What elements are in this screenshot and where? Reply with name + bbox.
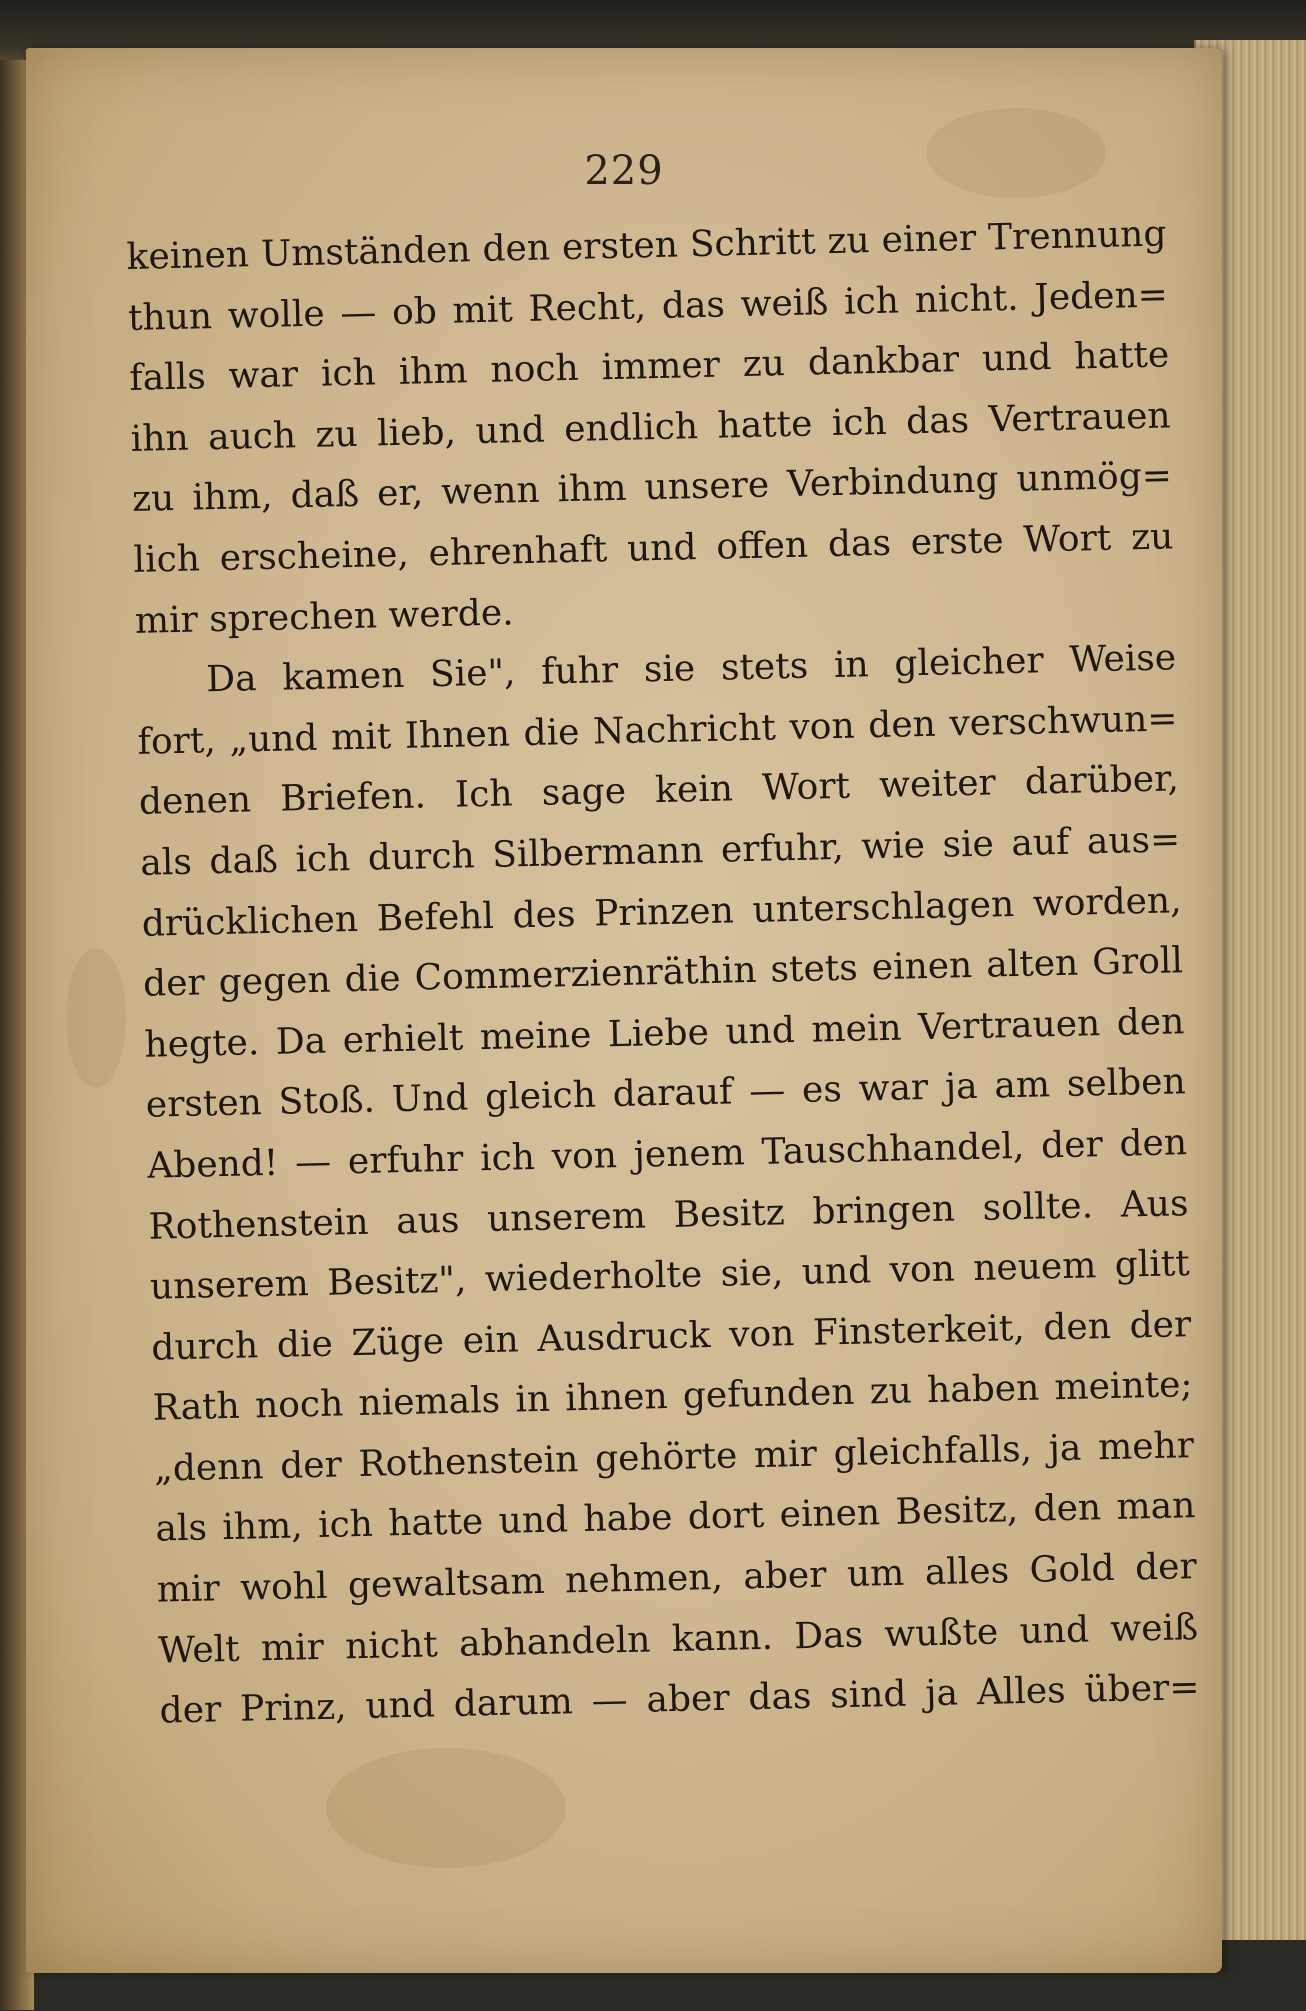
text-line: fort, „und mit Ihnen die Nachricht von den verschwun=: [137, 698, 1178, 763]
text-line: der Prinz, und darum — aber das sind ja Alles über=: [159, 1667, 1200, 1732]
text-line: mir wohl gewaltsam nehmen, aber um alles Gold der: [156, 1546, 1198, 1611]
text-line: hegte. Da erhielt meine Liebe und mein Vertrauen den: [144, 1000, 1185, 1066]
text-line: Abend! — erfuhr ich von jenem Tauschhandel, der den: [146, 1122, 1188, 1187]
text-line: Rothenstein aus unserem Besitz bringen sollte. Aus: [148, 1182, 1189, 1248]
text-line: Da kamen Sie", fuhr sie stets in gleicher Weise: [205, 637, 1177, 701]
text-line: denen Briefen. Ich sage kein Wort weiter darüber,: [138, 758, 1180, 824]
book-page: [26, 48, 1222, 1973]
page-number: 229: [584, 148, 664, 194]
text-line: mir sprechen werde.: [134, 591, 515, 642]
text-line: keinen Umständen den ersten Schritt zu einer Trennung: [126, 213, 1167, 278]
text-line: lich erscheine, ehrenhaft und offen das erste Wort zu: [133, 516, 1174, 581]
text-line: zu ihm, daß er, wenn ihm unsere Verbindung unmög=: [131, 455, 1173, 521]
text-line: „denn der Rothenstein gehörte mir gleichfalls, ja mehr: [153, 1424, 1195, 1490]
paper-stain: [326, 1748, 566, 1868]
text-line: unserem Besitz", wiederholte sie, und von neuem glitt: [149, 1243, 1191, 1308]
text-line: als daß ich durch Silbermann erfuhr, wie sie auf aus=: [139, 819, 1181, 884]
text-line: als ihm, ich hatte und habe dort einen Besitz, den man: [155, 1485, 1196, 1551]
text-line: Rath noch niemals in ihnen gefunden zu haben meinte;: [152, 1364, 1193, 1429]
text-line: falls war ich ihm noch immer zu dankbar und hatte: [128, 334, 1170, 400]
text-line: ersten Stoß. Und gleich darauf — es war ja am selben: [145, 1061, 1187, 1127]
body-text: [126, 204, 1200, 1742]
text-line: der gegen die Commerzienräthin stets einen alten Groll: [142, 940, 1184, 1005]
text-line: Welt mir nicht abhandeln kann. Das wußte und weiß: [157, 1606, 1199, 1672]
paper-stain: [66, 948, 126, 1088]
text-line: thun wolle — ob mit Recht, das weiß ich nicht. Jeden=: [127, 273, 1169, 339]
text-line: ihn auch zu lieb, und endlich hatte ich das Vertrauen: [130, 395, 1171, 460]
text-line: drücklichen Befehl des Prinzen unterschlagen worden,: [141, 879, 1182, 945]
text-line: durch die Züge ein Ausdruck von Finsterkeit, den der: [150, 1303, 1192, 1369]
